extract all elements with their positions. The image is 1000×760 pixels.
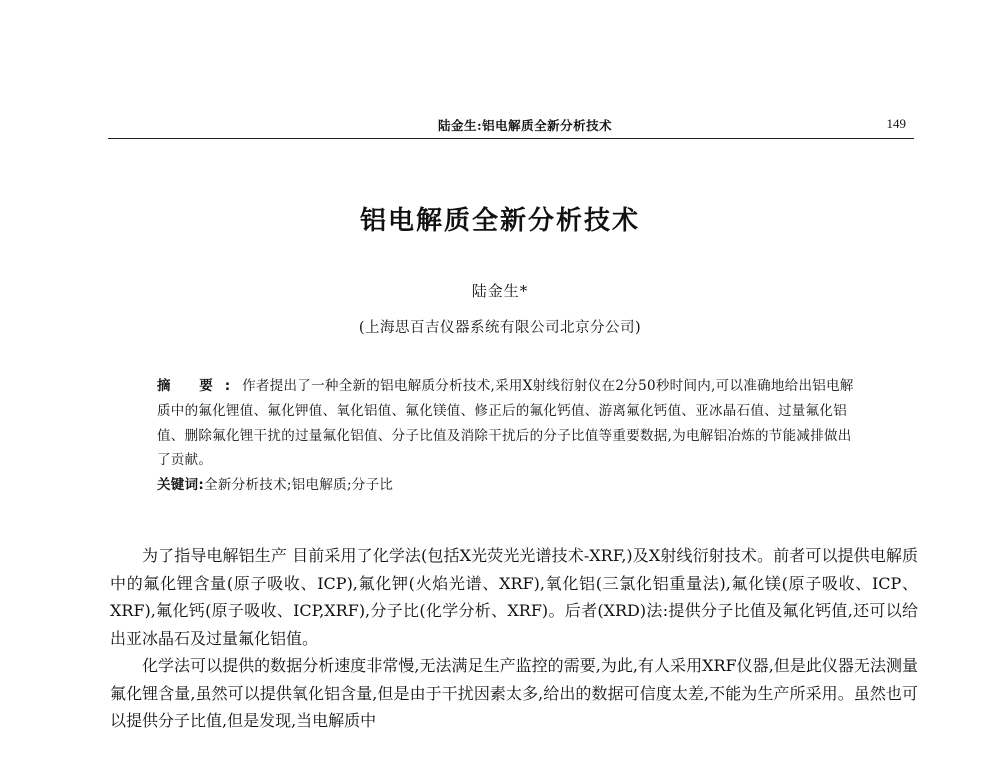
abstract-paragraph xyxy=(157,374,857,473)
running-header-title: 陆金生:铝电解质全新分析技术 xyxy=(438,118,613,133)
running-header xyxy=(108,116,914,136)
page-number: 149 xyxy=(886,116,906,131)
body-paragraph-2: 化学法可以提供的数据分析速度非常慢,无法满足生产监控的需要,为此,有人采用XRF仪器,但是此仪器无法测量氟化锂含量,虽然可以提供氧化铝含量,但是由于干扰因素太多,给出的数据可信度太差,不能为生产所采用。虽然也可以提供分子比值,但是发现,当电解质中 xyxy=(110,656,918,730)
body-paragraph-1: 为了指导电解铝生产 目前采用了化学法(包括X光荧光光谱技术-XRF,)及X射线衍射技术。前者可以提供电解质中的氟化锂含量(原子吸收、ICP),氟化钾(火焰光谱、XRF),氧化铝(三氯化铝重量法),氟化镁(原子吸收、ICP、XRF),氟化钙(原子吸收、ICP,XRF),分子比(化学分析、XRF)。后者(XRD)法:提供分子比值及氟化钙值,还可以给出亚冰晶石及过量氟化铝值。 xyxy=(110,546,918,648)
keywords-label: 关键词: xyxy=(157,477,205,494)
article-title: 铝电解质全新分析技术 xyxy=(359,206,640,236)
abstract-text: 作者提出了一种全新的铝电解质分析技术,采用X射线衍射仪在2分50秒时间内,可以准确地给出铝电解质中的氟化锂值、氟化钾值、氧化铝值、氟化镁值、修正后的氟化钙值、游离氟化钙值、亚冰晶石值、过量氟化铝值、删除氟化锂干扰的过量氟化铝值、分子比值及消除干扰后的分子比值等重要数据,为电解铝冶炼的节能减排做出了贡献。 xyxy=(157,378,854,469)
author-name: 陆金生* xyxy=(471,282,529,300)
body-text xyxy=(110,542,918,735)
abstract-label: 摘 要: xyxy=(157,378,243,394)
abstract-block xyxy=(157,374,857,498)
author-affiliation: (上海思百吉仪器系统有限公司北京分公司) xyxy=(358,320,642,336)
keywords-line xyxy=(157,473,857,498)
header-rule xyxy=(108,138,914,139)
keywords-text: 全新分析技术;铝电解质;分子比 xyxy=(204,477,394,494)
